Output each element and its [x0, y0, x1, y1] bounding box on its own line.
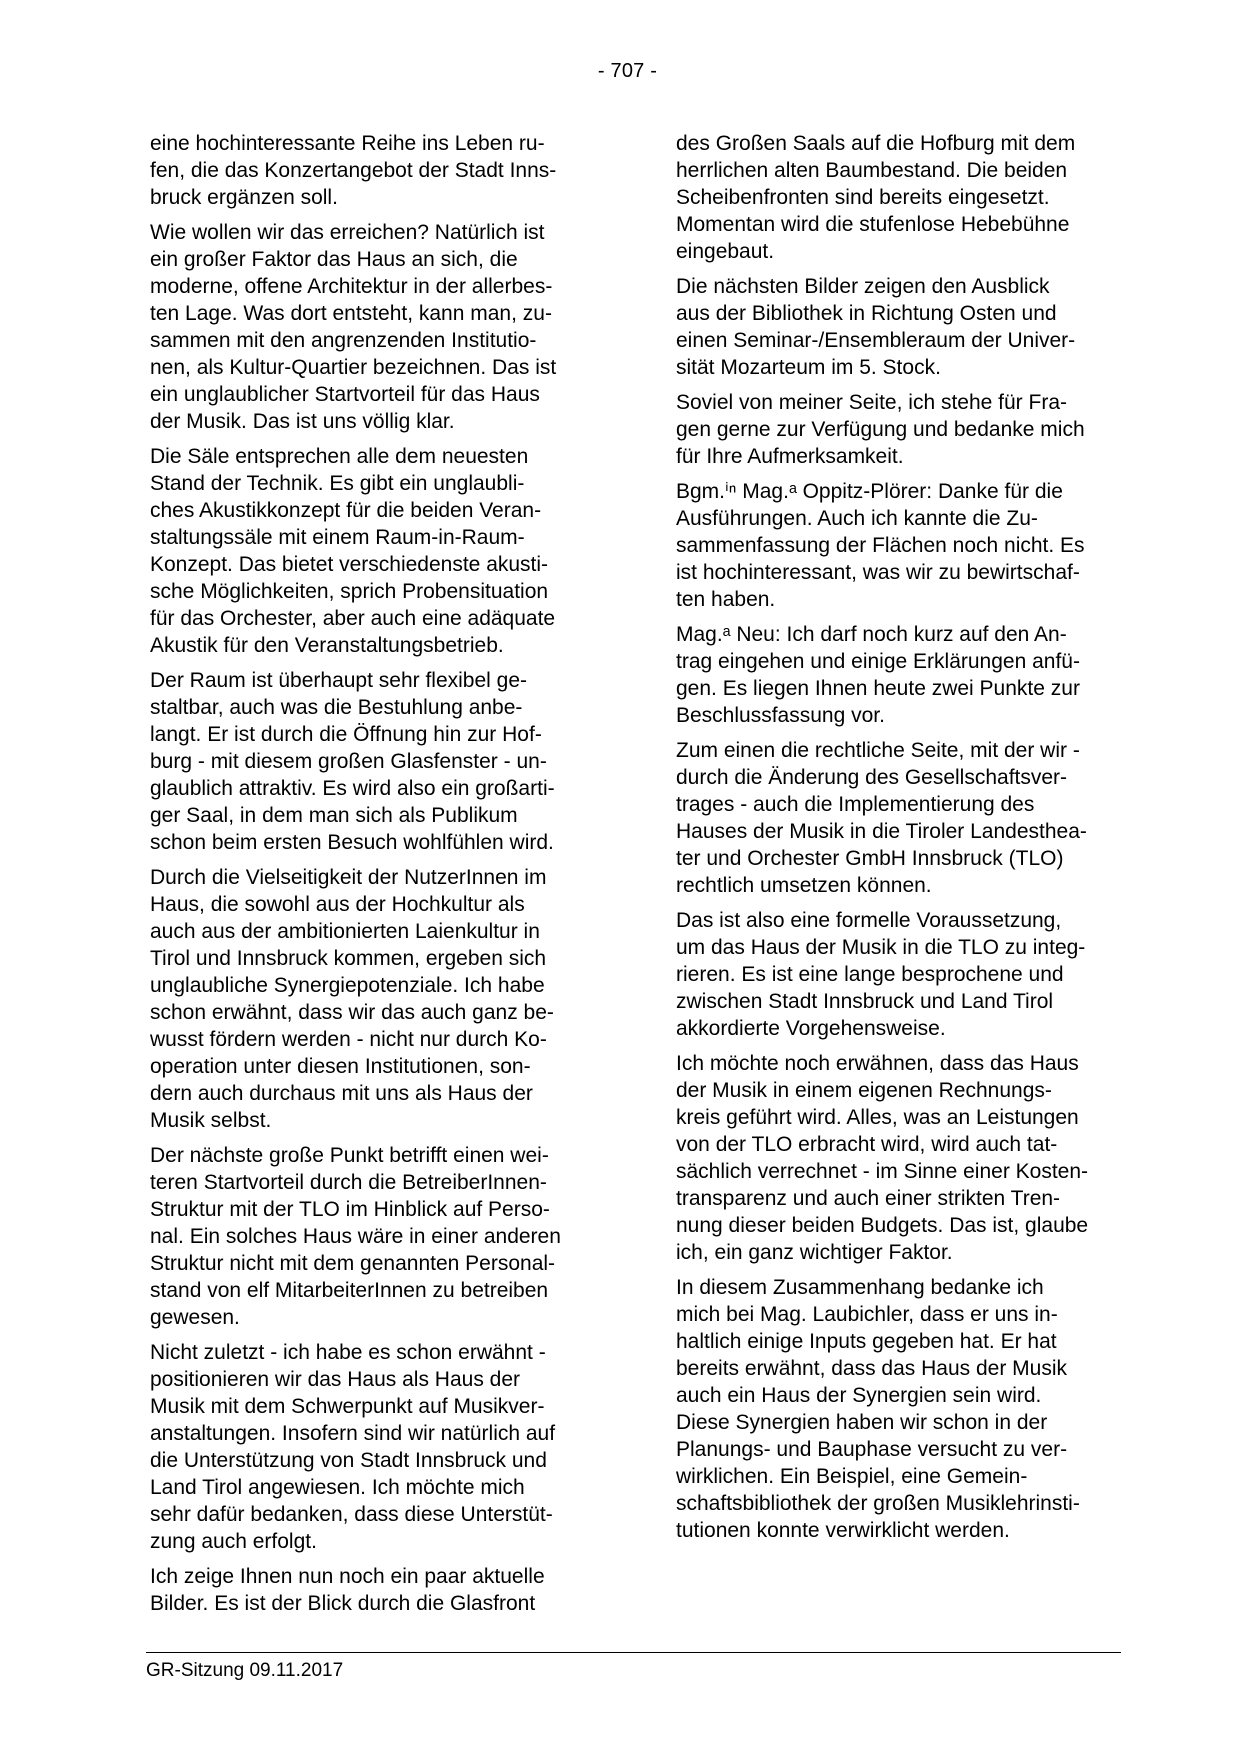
paragraph: Ich zeige Ihnen nun noch ein paar aktuelle Bilder. Es ist der Blick durch die Glasfront [150, 1565, 545, 1615]
paragraph: Zum einen die rechtliche Seite, mit der wir - durch die Änderung des Gesellschaftsver- trages - auch die Implementierung des Hauses der Musik in die Tiroler Landesthea- ter und Orchester GmbH Innsbruck (TLO) rechtlich umsetzen können. [676, 739, 1087, 897]
paragraph: eine hochinteressante Reihe ins Leben ru- fen, die das Konzertangebot der Stadt Inns- bruck ergänzen soll. [150, 132, 557, 209]
page-footer [146, 1652, 1121, 1682]
paragraph: In diesem Zusammenhang bedanke ich mich bei Mag. Laubichler, dass er uns in- haltlich einige Inputs gegeben hat. Er hat bereits erwähnt, dass das Haus der Musik auch ein Haus der Synergien sein wird. Diese Synergien haben wir schon in der Planungs- und Bauphase versucht zu ver- wirklichen. Ein Beispiel, eine Gemein- schaftsbibliothek der großen Musiklehrinsti- tutionen konnte verwirklicht werden. [676, 1276, 1080, 1542]
paragraph: Der nächste große Punkt betrifft einen wei- teren Startvorteil durch die BetreiberInnen- Struktur mit der TLO im Hinblick auf Perso- nal. Ein solches Haus wäre in einer anderen Struktur nicht mit dem genannten Personal- stand von elf MitarbeiterInnen zu betreiben gewesen. [150, 1144, 561, 1329]
paragraph-speaker-neu: Mag.ᵃ Neu: Ich darf noch kurz auf den An- trag eingehen und einige Erklärungen anfü- gen. Es liegen Ihnen heute zwei Punkte zur Beschlussfassung vor. [676, 623, 1080, 727]
paragraph: Das ist also eine formelle Voraussetzung, um das Haus der Musik in die TLO zu integ- rieren. Es ist eine lange besprochene und zwischen Stadt Innsbruck und Land Tirol akkordierte Vorgehensweise. [676, 909, 1086, 1040]
paragraph: Die nächsten Bilder zeigen den Ausblick aus der Bibliothek in Richtung Osten und einen Seminar-/Ensembleraum der Univer- sität Mozarteum im 5. Stock. [676, 275, 1076, 379]
left-column [150, 130, 610, 1625]
text-columns [150, 130, 1136, 1625]
paragraph: Der Raum ist überhaupt sehr flexibel ge- staltbar, auch was die Bestuhlung anbe- langt. Er ist durch die Öffnung hin zur Hof- burg - mit diesem großen Glasfenster - un- glaublich attraktiv. Es wird also ein großarti- ger Saal, in dem man sich als Publikum schon beim ersten Besuch wohlfühlen wird. [150, 669, 555, 854]
paragraph: Nicht zuletzt - ich habe es schon erwähnt - positionieren wir das Haus als Haus der Musik mit dem Schwerpunkt auf Musikver- anstaltungen. Insofern sind wir natürlich auf die Unterstützung von Stadt Innsbruck und Land Tirol angewiesen. Ich möchte mich sehr dafür bedanken, dass diese Unterstüt- zung auch erfolgt. [150, 1341, 556, 1553]
page-number: - 707 - [597, 60, 658, 82]
paragraph: Die Säle entsprechen alle dem neuesten Stand der Technik. Es gibt ein unglaubli- ches Akustikkonzept für die beiden Veran- staltungssäle mit einem Raum-in-Raum- Konzept. Das bietet verschiedenste akusti- sche Möglichkeiten, sprich Probensituation für das Orchester, aber auch eine adäquate Akustik für den Veranstaltungsbetrieb. [150, 445, 556, 657]
paragraph: Wie wollen wir das erreichen? Natürlich ist ein großer Faktor das Haus an sich, die moderne, offene Architektur in der allerbes- ten Lage. Was dort entsteht, kann man, zu- sammen mit den angrenzenden Institutio- nen, als Kultur-Quartier bezeichnen. Das ist ein unglaublicher Startvorteil für das Haus der Musik. Das ist uns völlig klar. [150, 221, 557, 433]
right-column [676, 130, 1136, 1625]
paragraph: Soviel von meiner Seite, ich stehe für Fra- gen gerne zur Verfügung und bedanke mich für Ihre Aufmerksamkeit. [676, 391, 1085, 468]
paragraph-speaker-oppitz-ploerer: Bgm.ⁱⁿ Mag.ᵃ Oppitz-Plörer: Danke für die Ausführungen. Auch ich kannte die Zu- sammenfassung der Flächen noch nicht. Es ist hochinteressant, was wir zu bewirtschaf- ten haben. [676, 480, 1085, 611]
footer-text: GR-Sitzung 09.11.2017 [146, 1660, 344, 1681]
paragraph: Ich möchte noch erwähnen, dass das Haus der Musik in einem eigenen Rechnungs- kreis geführt wird. Alles, was an Leistungen von der TLO erbracht wird, wird auch tat- sächlich verrechnet - im Sinne einer Kosten- transparenz und auch einer strikten Tren- nung dieser beiden Budgets. Das ist, glaube ich, ein ganz wichtiger Faktor. [676, 1052, 1089, 1264]
paragraph: des Großen Saals auf die Hofburg mit dem herrlichen alten Baumbestand. Die beiden Scheibenfronten sind bereits eingesetzt. Momentan wird die stufenlose Hebebühne eingebaut. [676, 132, 1076, 263]
paragraph: Durch die Vielseitigkeit der NutzerInnen im Haus, die sowohl aus der Hochkultur als auch aus der ambitionierten Laienkultur in Tirol und Innsbruck kommen, ergeben sich unglaubliche Synergiepotenziale. Ich habe schon erwähnt, dass wir das auch ganz be- wusst fördern werden - nicht nur durch Ko- operation unter diesen Institutionen, son- dern auch durchaus mit uns als Haus der Musik selbst. [150, 866, 554, 1132]
